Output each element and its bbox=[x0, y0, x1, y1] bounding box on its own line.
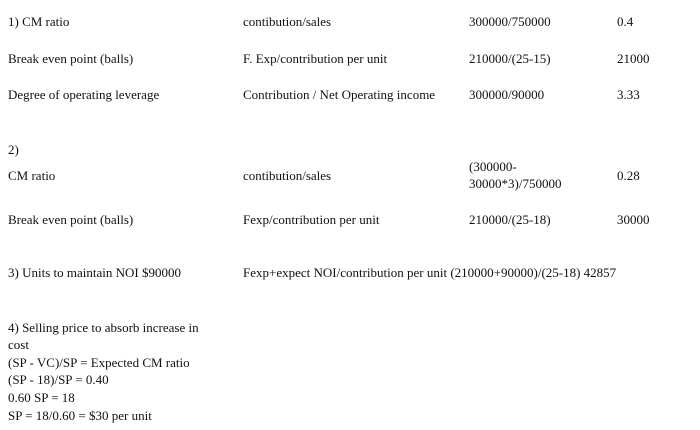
s1-row3-calc: 300000/90000 bbox=[469, 87, 545, 102]
s1-row3-formula: Contribution / Net Operating income bbox=[243, 87, 436, 102]
s2-row2-formula: Fexp/contribution per unit bbox=[243, 212, 380, 227]
s2-row2-result: 30000 bbox=[617, 212, 650, 227]
s1-row2-result: 21000 bbox=[617, 51, 650, 66]
s4-line2: cost bbox=[8, 337, 29, 352]
s2-row1-result: 0.28 bbox=[617, 168, 640, 183]
s3-formula: Fexp+expect NOI/contribution per unit (210000+90000)/(25-18) 42857 bbox=[243, 265, 617, 280]
s1-row3-label: Degree of operating leverage bbox=[8, 87, 160, 102]
s1-row2-calc: 210000/(25-15) bbox=[469, 51, 551, 66]
s1-row2-formula: F. Exp/contribution per unit bbox=[243, 51, 388, 66]
s4-line4: (SP - 18)/SP = 0.40 bbox=[8, 372, 109, 387]
s2-heading: 2) bbox=[8, 142, 19, 157]
s1-row2-label: Break even point (balls) bbox=[8, 51, 134, 66]
s1-row1-calc: 300000/750000 bbox=[469, 14, 551, 29]
s4-line5: 0.60 SP = 18 bbox=[8, 390, 75, 405]
s4-line1: 4) Selling price to absorb increase in bbox=[8, 320, 199, 335]
s2-row1-formula: contibution/sales bbox=[243, 168, 332, 183]
s4-line3: (SP - VC)/SP = Expected CM ratio bbox=[8, 355, 190, 370]
s2-row1-calc: (300000- 30000*3)/750000 bbox=[469, 159, 562, 191]
s1-row3-result: 3.33 bbox=[617, 87, 640, 102]
s2-row2-label: Break even point (balls) bbox=[8, 212, 134, 227]
s1-row1-formula: contibution/sales bbox=[243, 14, 332, 29]
s3-label: 3) Units to maintain NOI $90000 bbox=[8, 265, 181, 280]
s2-row2-calc: 210000/(25-18) bbox=[469, 212, 551, 227]
s1-row1-label: 1) CM ratio bbox=[8, 14, 70, 29]
s1-row1-result: 0.4 bbox=[617, 14, 634, 29]
s4-line6: SP = 18/0.60 = $30 per unit bbox=[8, 408, 152, 423]
s2-row1-label: CM ratio bbox=[8, 168, 56, 183]
